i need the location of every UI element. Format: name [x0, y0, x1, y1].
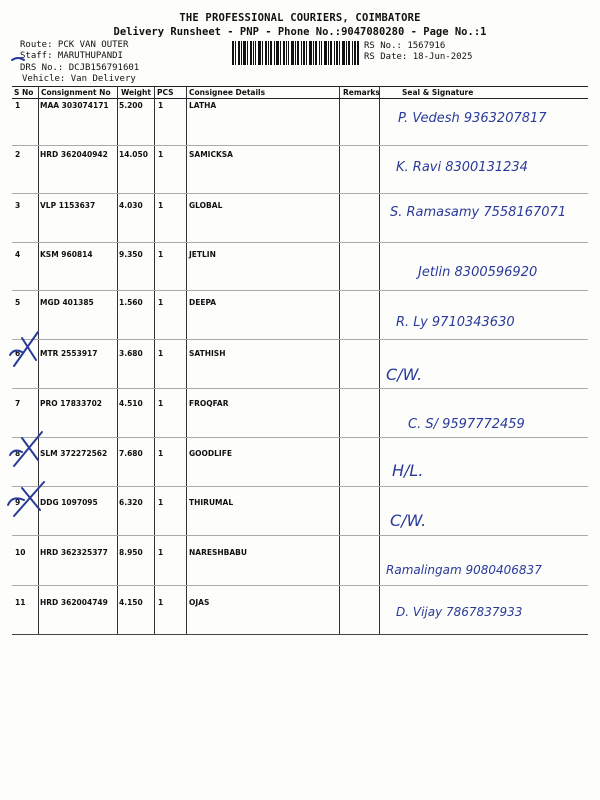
column-divider — [186, 86, 187, 634]
row-separator — [12, 585, 588, 586]
row-pcs: 1 — [158, 449, 164, 458]
row-consignment-no: KSM 960814 — [40, 250, 93, 259]
row-consignee: DEEPA — [189, 298, 217, 307]
row-separator — [12, 290, 588, 291]
signature-row-7: C. S/ 9597772459 — [408, 417, 525, 432]
row-weight: 1.560 — [119, 298, 143, 307]
row-weight: 4.150 — [119, 598, 143, 607]
signature-row-1: P. Vedesh 9363207817 — [398, 111, 547, 126]
table-top-border — [12, 86, 588, 87]
row-pcs: 1 — [158, 498, 164, 507]
row-consignment-no: MGD 401385 — [40, 298, 94, 307]
column-divider — [339, 86, 340, 634]
row-consignment-no: HRD 362040942 — [40, 150, 108, 159]
row-weight: 6.320 — [119, 498, 143, 507]
row-consignee: OJAS — [189, 598, 210, 607]
signature-row-9: C/W. — [390, 511, 427, 530]
row-consignee: THIRUMAL — [189, 498, 234, 507]
runsheet-subtitle: Delivery Runsheet - PNP - Phone No.:9047080280 - Page No.:1 — [113, 26, 487, 38]
row-separator — [12, 339, 588, 340]
row-consignment-no: SLM 372272562 — [40, 449, 108, 458]
column-header-weight: Weight — [121, 88, 151, 97]
table-bottom-border — [12, 634, 588, 635]
row-consignee: SAMICKSA — [189, 150, 233, 159]
row-consignment-no: DDG 1097095 — [40, 498, 98, 507]
row-separator — [12, 437, 588, 438]
row-separator — [12, 145, 588, 146]
row-sno: 6 — [15, 349, 21, 358]
column-header-pcs: PCS — [157, 88, 174, 97]
rs-date: RS Date: 18-Jun-2025 — [364, 52, 473, 62]
vehicle-text: Vehicle: Van Delivery — [22, 74, 136, 84]
row-sno: 9 — [15, 498, 21, 507]
signature-row-10: Ramalingam 9080406837 — [386, 563, 542, 577]
company-title: THE PROFESSIONAL COURIERS, COIMBATORE — [179, 12, 421, 24]
column-divider — [154, 86, 155, 634]
signature-row-8: H/L. — [392, 461, 424, 480]
row-pcs: 1 — [158, 598, 164, 607]
row-sno: 10 — [15, 548, 26, 557]
row-weight: 3.680 — [119, 349, 143, 358]
column-header-consignment: Consignment No — [41, 88, 111, 97]
row-weight: 9.350 — [119, 250, 143, 259]
row-sno: 2 — [15, 150, 21, 159]
row-separator — [12, 486, 588, 487]
row-consignment-no: VLP 1153637 — [40, 201, 96, 210]
row-pcs: 1 — [158, 201, 164, 210]
row-weight: 7.680 — [119, 449, 143, 458]
rs-number: RS No.: 1567916 — [364, 41, 446, 51]
table-header-border — [12, 98, 588, 99]
row-sno: 5 — [15, 298, 21, 307]
column-header-remarks: Remarks — [343, 88, 380, 97]
signature-row-4: Jetlin 8300596920 — [418, 265, 538, 280]
column-header-sno: S No — [14, 88, 34, 97]
row-consignee: GOODLIFE — [189, 449, 232, 458]
row-separator — [12, 388, 588, 389]
row-consignment-no: HRD 362004749 — [40, 598, 108, 607]
row-pcs: 1 — [158, 349, 164, 358]
route-text: Route: PCK VAN OUTER — [20, 40, 129, 50]
row-sno: 1 — [15, 101, 21, 110]
row-sno: 3 — [15, 201, 21, 210]
column-header-consignee: Consignee Details — [189, 88, 266, 97]
drs-number: DRS No.: DCJB156791601 — [20, 63, 140, 73]
row-consignee: FROQFAR — [189, 399, 229, 408]
signature-row-2: K. Ravi 8300131234 — [396, 160, 528, 175]
row-weight: 8.950 — [119, 548, 143, 557]
row-separator — [12, 535, 588, 536]
column-divider — [38, 86, 39, 634]
signature-row-11: D. Vijay 7867837933 — [396, 605, 523, 619]
row-weight: 4.030 — [119, 201, 143, 210]
signature-row-3: S. Ramasamy 7558167071 — [390, 205, 567, 220]
column-divider — [379, 86, 380, 634]
row-consignee: JETLIN — [189, 250, 216, 259]
row-pcs: 1 — [158, 101, 164, 110]
staff-text: Staff: MARUTHUPANDI — [20, 51, 123, 61]
row-weight: 14.050 — [119, 150, 148, 159]
row-pcs: 1 — [158, 399, 164, 408]
row-weight: 4.510 — [119, 399, 143, 408]
row-consignee: SATHISH — [189, 349, 226, 358]
row-sno: 8 — [15, 449, 21, 458]
row-consignment-no: MAA 303074171 — [40, 101, 109, 110]
row-pcs: 1 — [158, 150, 164, 159]
row-consignment-no: PRO 17833702 — [40, 399, 103, 408]
row-pcs: 1 — [158, 298, 164, 307]
column-divider — [117, 86, 118, 634]
row-consignee: LATHA — [189, 101, 217, 110]
row-consignee: NARESHBABU — [189, 548, 247, 557]
barcode-image — [232, 41, 359, 65]
row-separator — [12, 242, 588, 243]
row-consignee: GLOBAL — [189, 201, 223, 210]
row-weight: 5.200 — [119, 101, 143, 110]
row-pcs: 1 — [158, 548, 164, 557]
row-sno: 4 — [15, 250, 21, 259]
row-sno: 7 — [15, 399, 21, 408]
row-consignment-no: MTR 2553917 — [40, 349, 98, 358]
signature-row-6: C/W. — [386, 365, 423, 384]
row-separator — [12, 193, 588, 194]
signature-row-5: R. Ly 9710343630 — [396, 315, 515, 330]
row-pcs: 1 — [158, 250, 164, 259]
row-sno: 11 — [15, 598, 26, 607]
column-header-signature: Seal & Signature — [402, 88, 474, 97]
row-consignment-no: HRD 362325377 — [40, 548, 108, 557]
